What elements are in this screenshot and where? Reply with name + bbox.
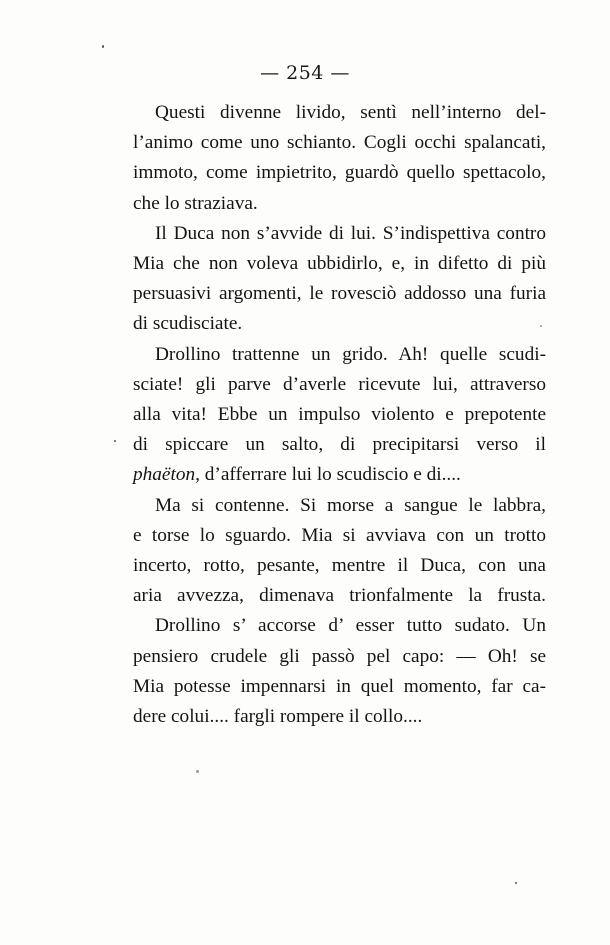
paragraph-1 xyxy=(133,98,546,219)
text-line xyxy=(133,460,546,490)
text-line: Questi divenne livido, sentì nell’interno del- xyxy=(155,102,546,123)
text-line: e torse lo sguardo. Mia si avviava con un trotto xyxy=(133,524,546,546)
text-line: Il Duca non s’avvide di lui. S’indispettiva contro xyxy=(155,222,546,244)
scan-speck xyxy=(515,882,517,884)
text-line: aria avvezza, dimenava trionfalmente la frusta. xyxy=(133,585,546,607)
paragraph-4 xyxy=(133,491,546,612)
page-number: — 254 — xyxy=(260,62,350,84)
text-line: di spiccare un salto, di precipitarsi verso il xyxy=(133,434,546,456)
text-line: dere colui.... fargli rompere il collo.... xyxy=(133,706,423,728)
text-line: Mia che non voleva ubbidirlo, e, in difetto di più xyxy=(133,253,546,275)
text-line: pensiero crudele gli passò pel capo: — Oh! se xyxy=(133,645,546,667)
scan-speck xyxy=(540,325,542,327)
text-line: di scudisciate. xyxy=(133,313,243,335)
text-line: Mia potesse impennarsi in quel momento, far ca- xyxy=(133,675,546,697)
text-line: sciate! gli parve d’averle ricevute lui, attraverso xyxy=(133,373,546,395)
text-line: alla vita! Ebbe un impulso violento e prepotente xyxy=(133,404,546,426)
text-line: Ma si contenne. Si morse a sangue le labbra, xyxy=(155,494,546,516)
scan-speck xyxy=(102,45,104,48)
scan-speck xyxy=(114,440,116,442)
italic-word: phaëton, xyxy=(133,464,200,486)
text-line: persuasivi argomenti, le rovesciò addosso una furia xyxy=(133,283,546,305)
paragraph-3 xyxy=(133,340,546,491)
text-line: incerto, rotto, pesante, mentre il Duca, con una xyxy=(133,555,546,577)
text-fragment: d’afferrare lui lo scudiscio e di.... xyxy=(199,464,461,486)
text-line: l’animo come uno schianto. Cogli occhi spalancati, xyxy=(133,132,546,154)
text-line: Drollino trattenne un grido. Ah! quelle scudi- xyxy=(155,343,546,365)
paragraph-2 xyxy=(133,219,546,340)
scan-speck xyxy=(196,770,199,773)
body-text xyxy=(133,98,546,732)
text-line: immoto, come impietrito, guardò quello spettacolo, xyxy=(133,162,546,184)
text-line: Drollino s’ accorse d’ esser tutto sudato. Un xyxy=(155,615,546,637)
paragraph-5 xyxy=(133,611,546,732)
text-line: che lo straziava. xyxy=(133,192,258,214)
